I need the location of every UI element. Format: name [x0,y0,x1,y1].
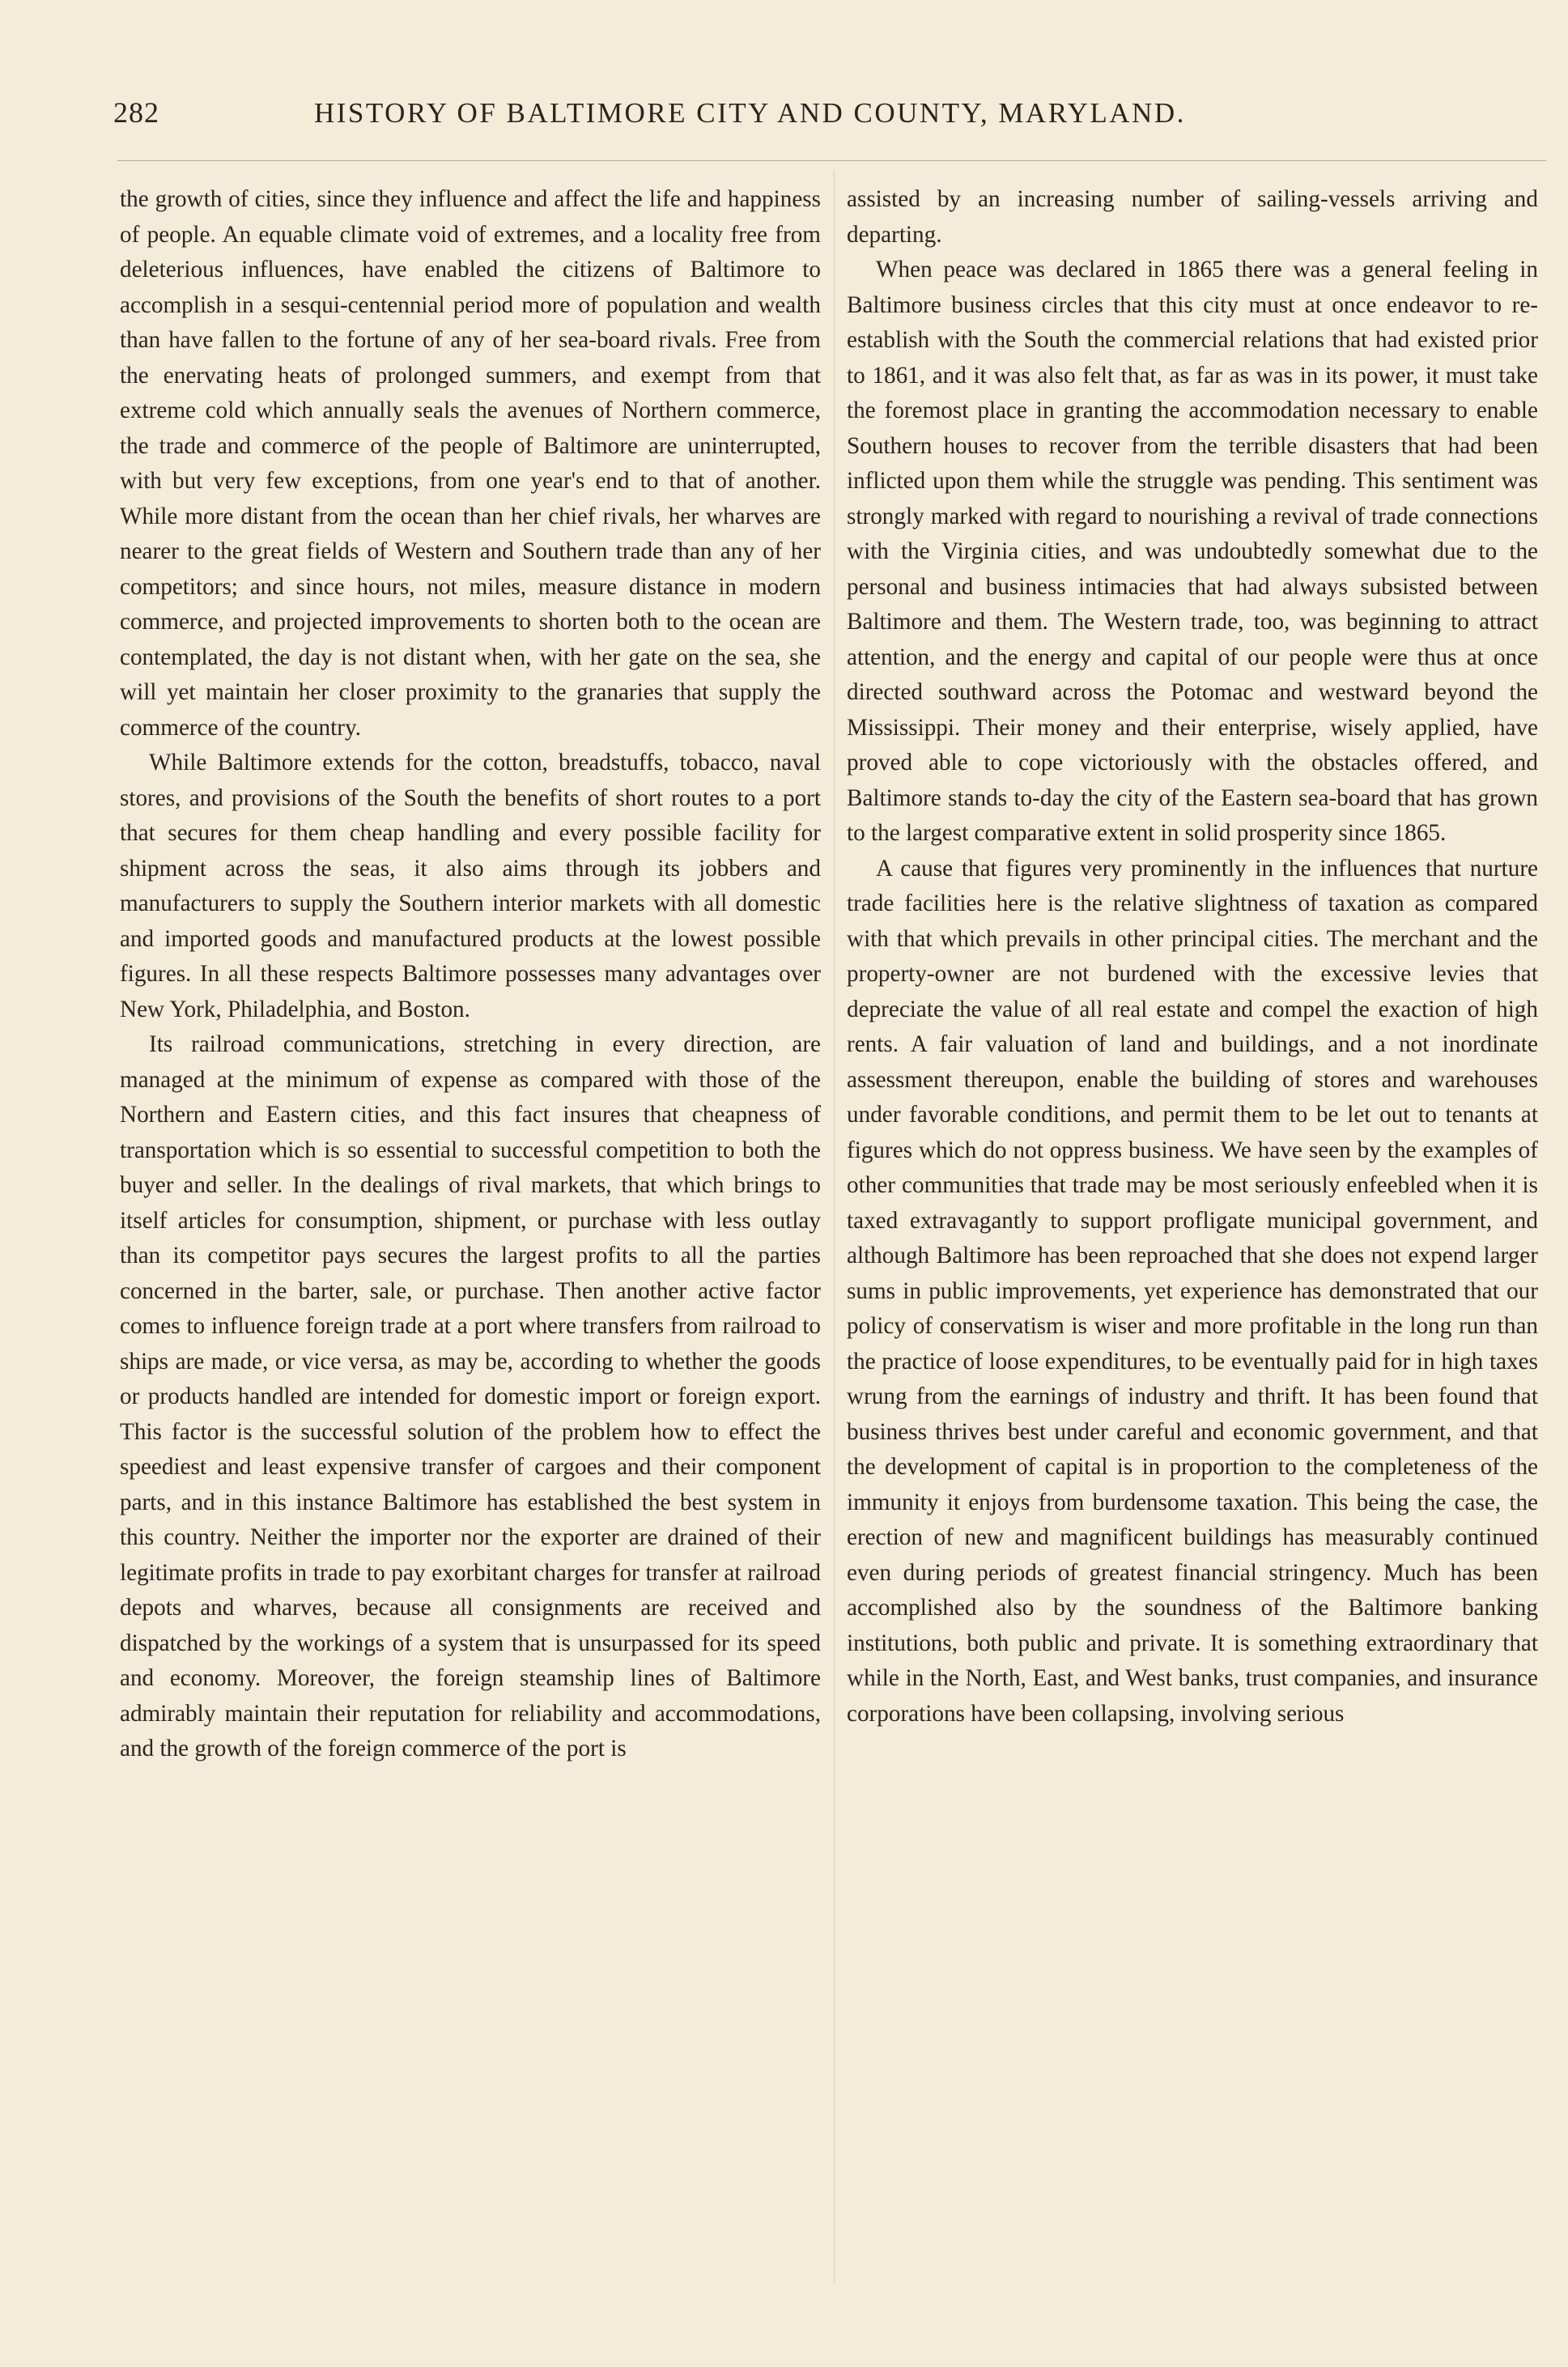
paragraph: Its railroad communications, stretching in every direction, are managed at the minimum of expense as compared with those of the Northern and Eastern cities, and this fact insures that cheapness of transportation which is so essential to successful competition to both the buyer and seller. In the dealings of rival markets, that which brings to itself articles for consumption, shipment, or purchase with less outlay than its competitor pays secures the largest profits to all the parties concerned in the barter, sale, or purchase. Then another active factor comes to influence foreign trade at a port where transfers from railroad to ships are made, or vice versa, as may be, according to whether the goods or products handled are intended for domestic import or foreign export. This factor is the successful solution of the problem how to effect the speediest and least expensive transfer of cargoes and their component parts, and in this instance Baltimore has established the best system in this country. Neither the importer nor the exporter are drained of their legitimate profits in trade to pay exorbitant charges for transfer at railroad depots and wharves, because all consignments are received and dispatched by the workings of a system that is unsurpassed for its speed and economy. Moreover, the foreign steamship lines of Baltimore admirably maintain their reputation for reliability and accommodations, and the growth of the foreign commerce of the port is [120,1031,821,1761]
running-head: HISTORY OF BALTIMORE CITY AND COUNTY, MARYLAND. [314,97,1186,129]
paragraph: A cause that figures very prominently in the influences that nurture trade facilities here is the relative slightness of taxation as compared with that which prevails in other principal cities. The merchant and the property-owner are not burdened with the excessive levies that depreciate the value of all real estate and compel the exaction of high rents. A fair valuation of land and buildings, and a not inordinate assessment thereupon, enable the building of stores and warehouses under favorable conditions, and permit them to be let out to tenants at figures which do not oppress business. We have seen by the examples of other communities that trade may be most seriously enfeebled when it is taxed extravagantly to support profligate municipal government, and although Baltimore has been reproached that she does not expend larger sums in public improvements, yet experience has demonstrated that our policy of conservatism is wiser and more profitable in the long run than the practice of loose expenditures, to be eventually paid for in high taxes wrung from the earnings of industry and thrift. It has been found that business thrives best under careful and economic government, and that the development of capital is in proportion to the completeness of the immunity it enjoys from burdensome taxation. This being the case, the erection of new and magnificent buildings has measurably continued even during periods of greatest financial stringency. Much has been accomplished also by the soundness of the Baltimore banking institutions, both public and private. It is something extraordinary that while in the North, East, and West banks, trust companies, and insurance corporations have been collapsing, involving serious [847,855,1538,1727]
header-rule [117,160,1546,161]
paragraph: assisted by an increasing number of sailing-vessels arriving and departing. [847,186,1538,248]
paragraph: While Baltimore extends for the cotton, breadstuffs, tobacco, naval stores, and provisions of the South the benefits of short routes to a port that secures for them cheap handling and every possible facility for shipment across the seas, it also aims through its jobbers and manufacturers to supply the Southern interior markets with all domestic and imported goods and manufactured products at the lowest possible figures. In all these respects Baltimore possesses many advantages over New York, Philadelphia, and Boston. [120,750,821,1022]
column-divider [834,170,835,2283]
page-number: 282 [113,96,159,129]
page-header [113,96,1352,144]
left-column [120,182,821,2295]
paragraph: When peace was declared in 1865 there was a general feeling in Baltimore business circles that this city must at once endeavor to re-establish with the South the commercial relations that had existed prior to 1861, and it was also felt that, as far as was in its power, it must take the foremost place in granting the accommodation necessary to enable Southern houses to recover from the terrible disasters that had been inflicted upon them while the struggle was pending. This sentiment was strongly marked with regard to nourishing a revival of trade connections with the Virginia cities, and was undoubtedly somewhat due to the personal and business intimacies that had always subsisted between Baltimore and them. The Western trade, too, was beginning to attract attention, and the energy and capital of our people were thus at once directed southward across the Potomac and westward beyond the Mississippi. Their money and their enterprise, wisely applied, have proved able to cope victoriously with the obstacles offered, and Baltimore stands to-day the city of the Eastern sea-board that has grown to the largest comparative extent in solid prosperity since 1865. [847,257,1538,846]
paragraph: the growth of cities, since they influence and affect the life and happiness of people. An equable climate void of extremes, and a locality free from deleterious influences, have enabled the citizens of Baltimore to accomplish in a sesqui-centennial period more of population and wealth than have fallen to the fortune of any of her sea-board rivals. Free from the enervating heats of prolonged summers, and exempt from that extreme cold which annually seals the avenues of Northern commerce, the trade and commerce of the people of Baltimore are uninterrupted, with but very few exceptions, from one year's end to that of another. While more distant from the ocean than her chief rivals, her wharves are nearer to the great fields of Western and Southern trade than any of her competitors; and since hours, not miles, measure distance in modern commerce, and projected improvements to shorten both to the ocean are contemplated, the day is not distant when, with her gate on the sea, she will yet maintain her closer proximity to the granaries that supply the commerce of the country. [120,186,821,741]
right-column [847,182,1538,2295]
